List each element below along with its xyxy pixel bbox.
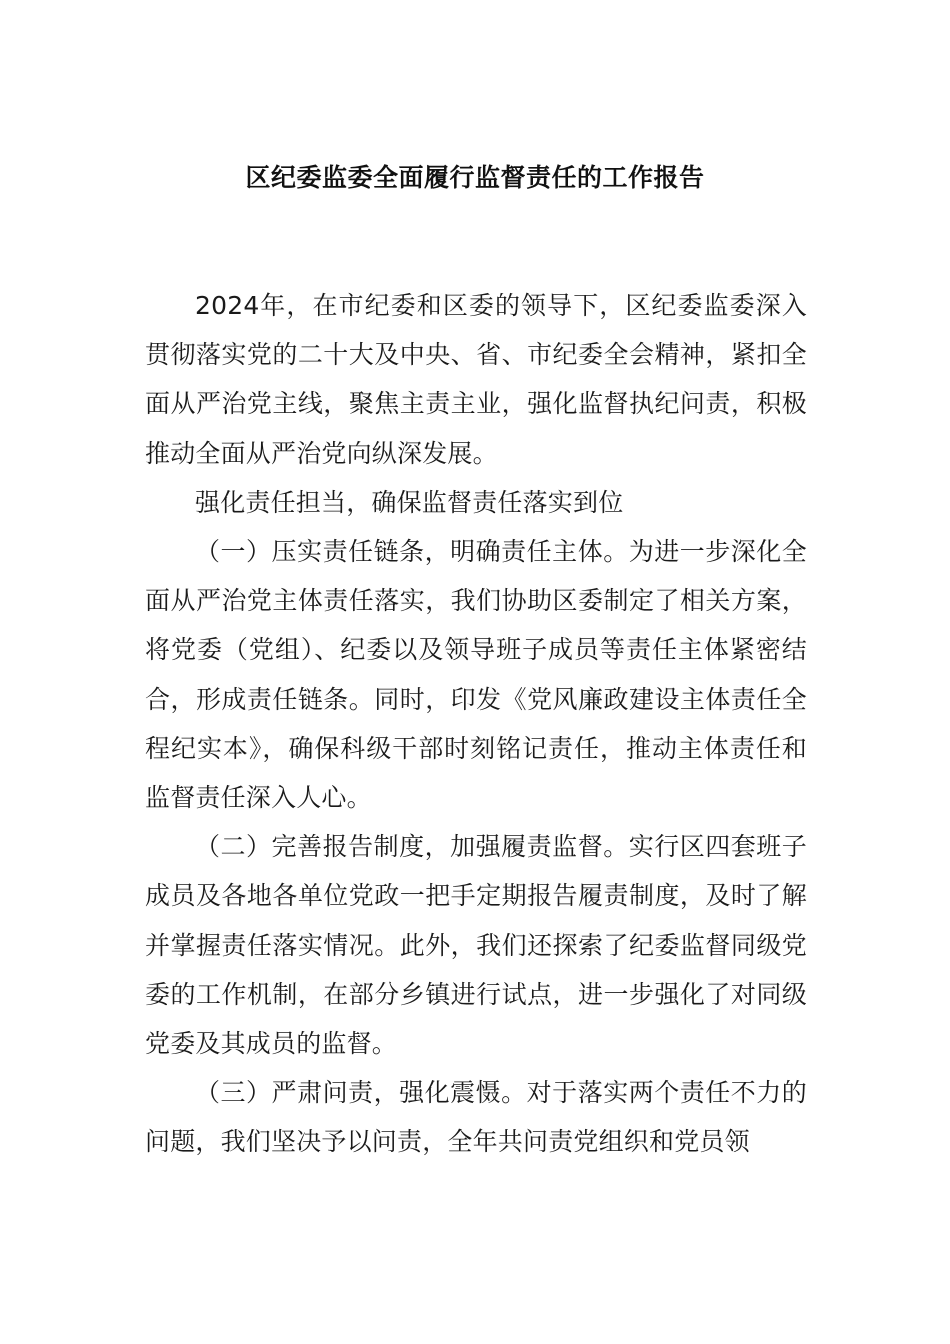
paragraph-intro: 2024年，在市纪委和区委的领导下，区纪委监委深入贯彻落实党的二十大及中央、省、市纪委全会精神，紧扣全面从严治党主线，聚焦主责主业，强化监督执纪问责，积极推动全面从严治党向纵深发展。 [145,291,807,468]
paragraph-item-2: （二）完善报告制度，加强履责监督。实行区四套班子成员及各地各单位党政一把手定期报告履责制度，及时了解并掌握责任落实情况。此外，我们还探索了纪委监督同级党委的工作机制，在部分乡镇进行试点，进一步强化了对同级党委及其成员的监督。 [145,832,807,1059]
document-title: 区纪委监委全面履行监督责任的工作报告 [245,163,705,192]
section-heading: 强化责任担当，确保监督责任落实到位 [195,487,624,517]
document-body [145,281,807,1167]
paragraph-item-3: （三）严肃问责，强化震慑。对于落实两个责任不力的问题，我们坚决予以问责，全年共问责党组织和党员领 [145,1078,807,1157]
paragraph-item-1: （一）压实责任链条，明确责任主体。为进一步深化全面从严治党主体责任落实，我们协助区委制定了相关方案，将党委（党组）、纪委以及领导班子成员等责任主体紧密结合，形成责任链条。同时，印发《党风廉政建设主体责任全程纪实本》，确保科级干部时刻铭记责任，推动主体责任和监督责任深入人心。 [145,537,807,813]
